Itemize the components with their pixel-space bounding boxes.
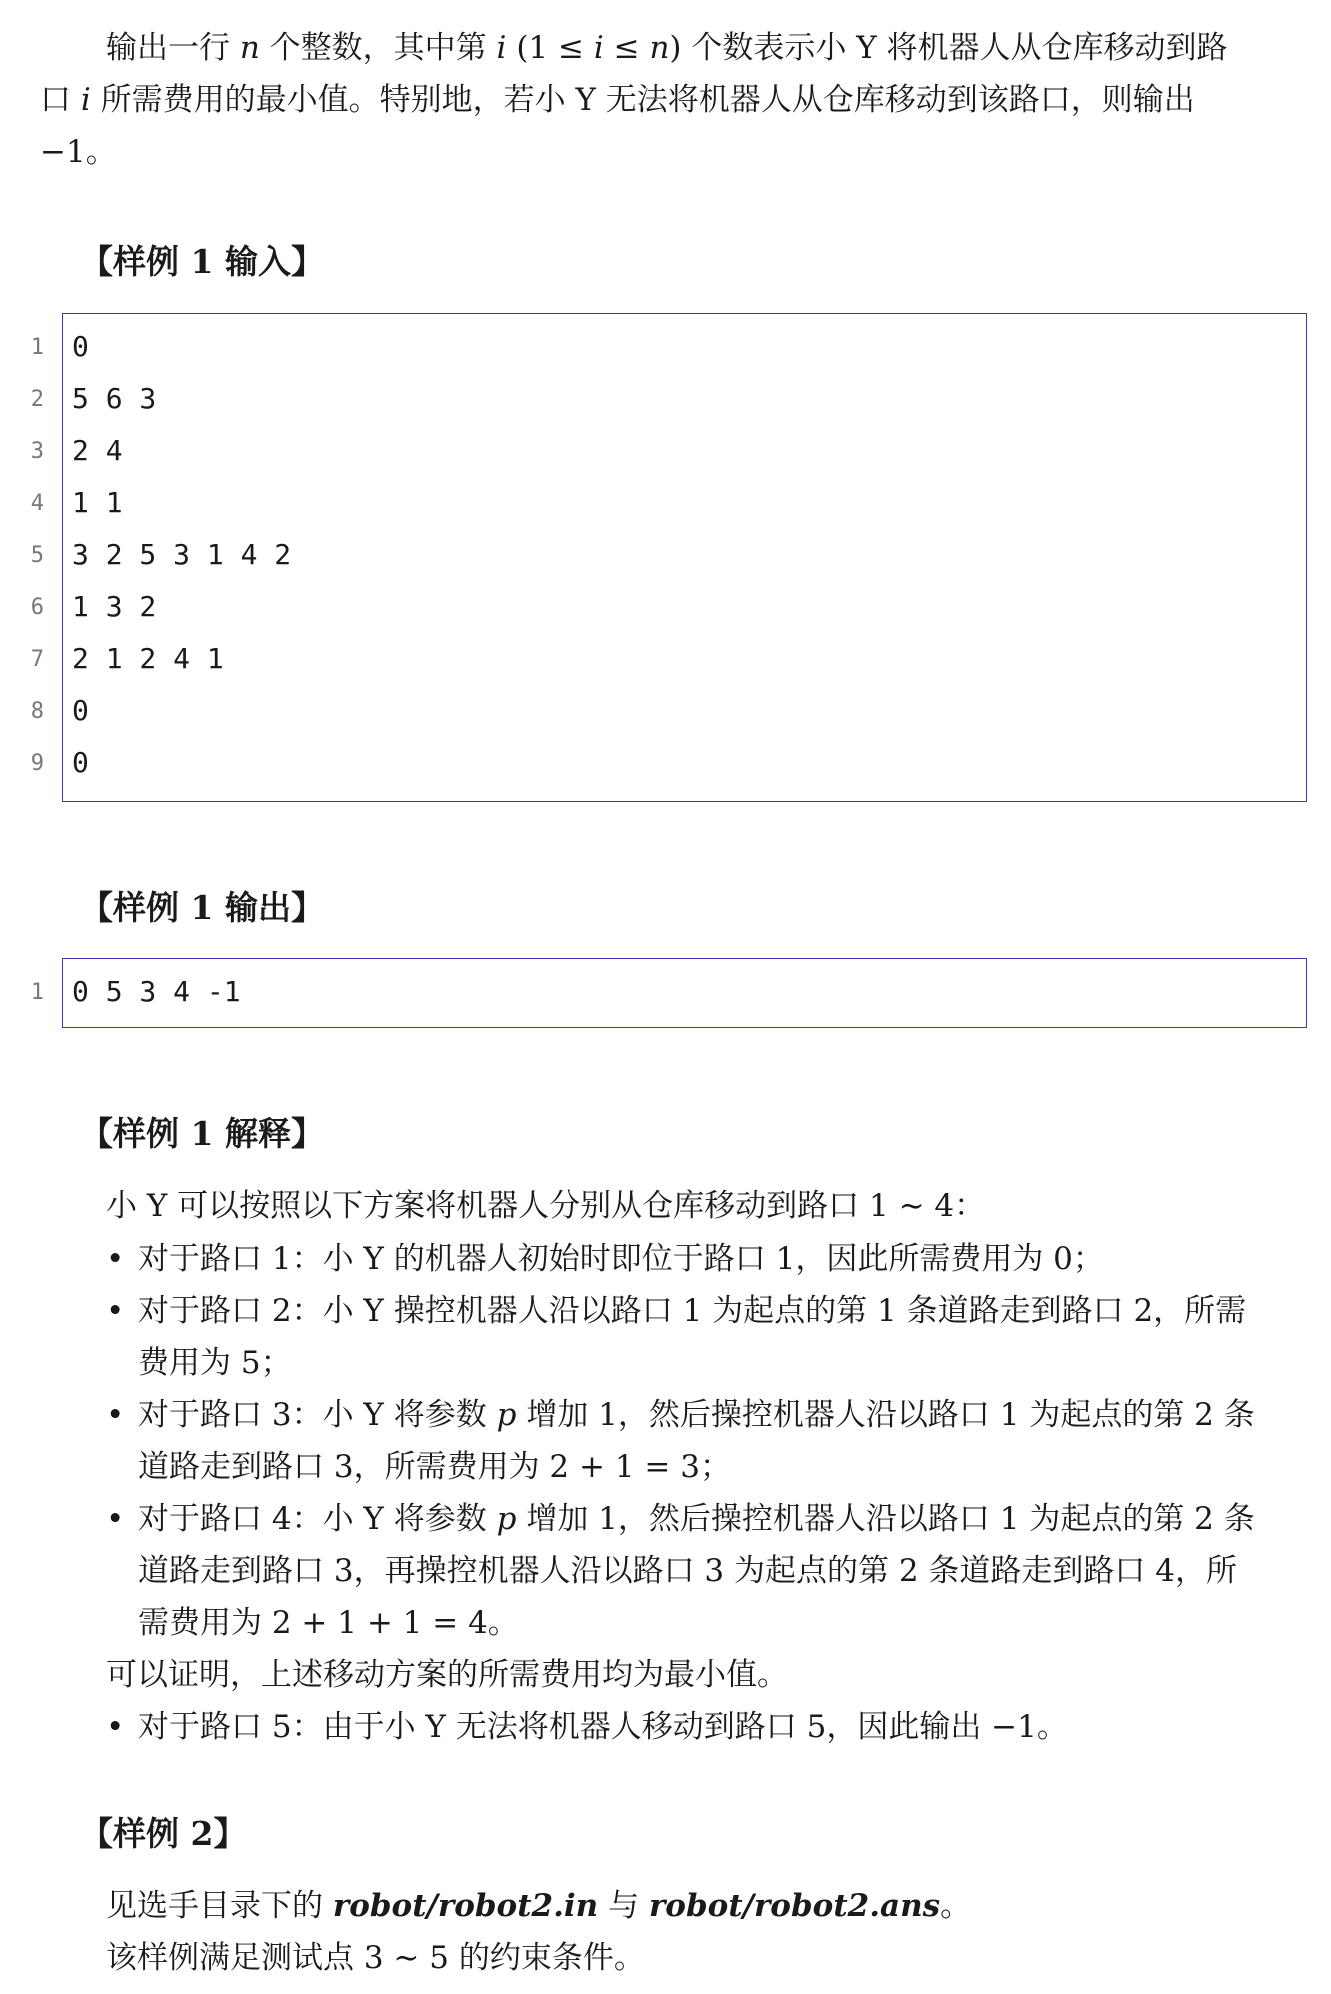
line-number: 6 [30,595,44,620]
code-line: 0 5 3 4 -1 [72,975,241,1008]
bullet-icon: • [106,1709,125,1745]
code-line: 1 1 [72,486,123,519]
code-line: 0 [72,330,89,363]
explain-bullet-2-line-2: 费用为 5； [138,1345,292,1381]
code-line: 2 4 [72,434,123,467]
bullet-icon: • [106,1501,125,1537]
intro-line-3: −1。 [40,134,117,170]
sample1-output-box [62,958,1307,1028]
line-number: 8 [30,699,44,724]
bullet-icon: • [106,1241,125,1277]
sample2-heading: 【样例 2】 [80,1814,247,1853]
line-number: 7 [30,647,44,672]
code-line: 5 6 3 [72,382,157,415]
code-line: 0 [72,694,89,727]
code-line: 0 [72,746,89,779]
explain-bullet-3-line-1: 对于路口 3：小 Y 将参数 p 增加 1，然后操控机器人沿以路口 1 为起点的第 2 条 [138,1397,1255,1433]
file-link-robot2-ans: robot/robot2.ans [648,1888,941,1924]
code-line: 2 1 2 4 1 [72,642,224,675]
code-line: 1 3 2 [72,590,157,623]
line-number: 1 [30,980,44,1005]
explain-bullet-4-line-2: 道路走到路口 3，再操控机器人沿以路口 3 为起点的第 2 条道路走到路口 4，所 [138,1553,1238,1589]
bullet-icon: • [106,1397,125,1433]
sample1-explain-heading: 【样例 1 解释】 [80,1114,324,1153]
line-number: 5 [30,543,44,568]
explain-intro: 小 Y 可以按照以下方案将机器人分别从仓库移动到路口 1 ∼ 4： [106,1188,986,1224]
sample2-line-1: 见选手目录下的 robot/robot2.in 与 robot/robot2.ans。 [106,1888,972,1924]
line-number: 4 [30,491,44,516]
bullet-icon: • [106,1293,125,1329]
explain-bullet-3-line-2: 道路走到路口 3，所需费用为 2 + 1 = 3； [138,1449,731,1485]
intro-line-1: 输出一行 n 个整数，其中第 i (1 ≤ i ≤ n) 个数表示小 Y 将机器人从仓库移动到路 [106,30,1228,66]
explain-bullet-1: 对于路口 1：小 Y 的机器人初始时即位于路口 1，因此所需费用为 0； [138,1241,1104,1277]
explain-bullet-5: 对于路口 5：由于小 Y 无法将机器人移动到路口 5，因此输出 −1。 [138,1709,1068,1745]
explain-bullet-4-line-1: 对于路口 4：小 Y 将参数 p 增加 1，然后操控机器人沿以路口 1 为起点的第 2 条 [138,1501,1255,1537]
code-line: 3 2 5 3 1 4 2 [72,538,292,571]
explain-proof: 可以证明，上述移动方案的所需费用均为最小值。 [106,1657,788,1693]
sample2-line-2: 该样例满足测试点 3 ∼ 5 的约束条件。 [106,1940,645,1976]
line-number: 9 [30,751,44,776]
line-number: 1 [30,335,44,360]
sample1-output-heading: 【样例 1 输出】 [80,888,324,927]
line-number: 2 [30,387,44,412]
explain-bullet-2-line-1: 对于路口 2：小 Y 操控机器人沿以路口 1 为起点的第 1 条道路走到路口 2，所需 [138,1293,1247,1329]
line-number: 3 [30,439,44,464]
sample1-input-heading: 【样例 1 输入】 [80,242,324,281]
file-link-robot2-in: robot/robot2.in [332,1888,599,1924]
explain-bullet-4-line-3: 需费用为 2 + 1 + 1 = 4。 [138,1605,519,1641]
intro-line-2: 口 i 所需费用的最小值。特别地，若小 Y 无法将机器人从仓库移动到该路口，则输出 [40,82,1195,118]
